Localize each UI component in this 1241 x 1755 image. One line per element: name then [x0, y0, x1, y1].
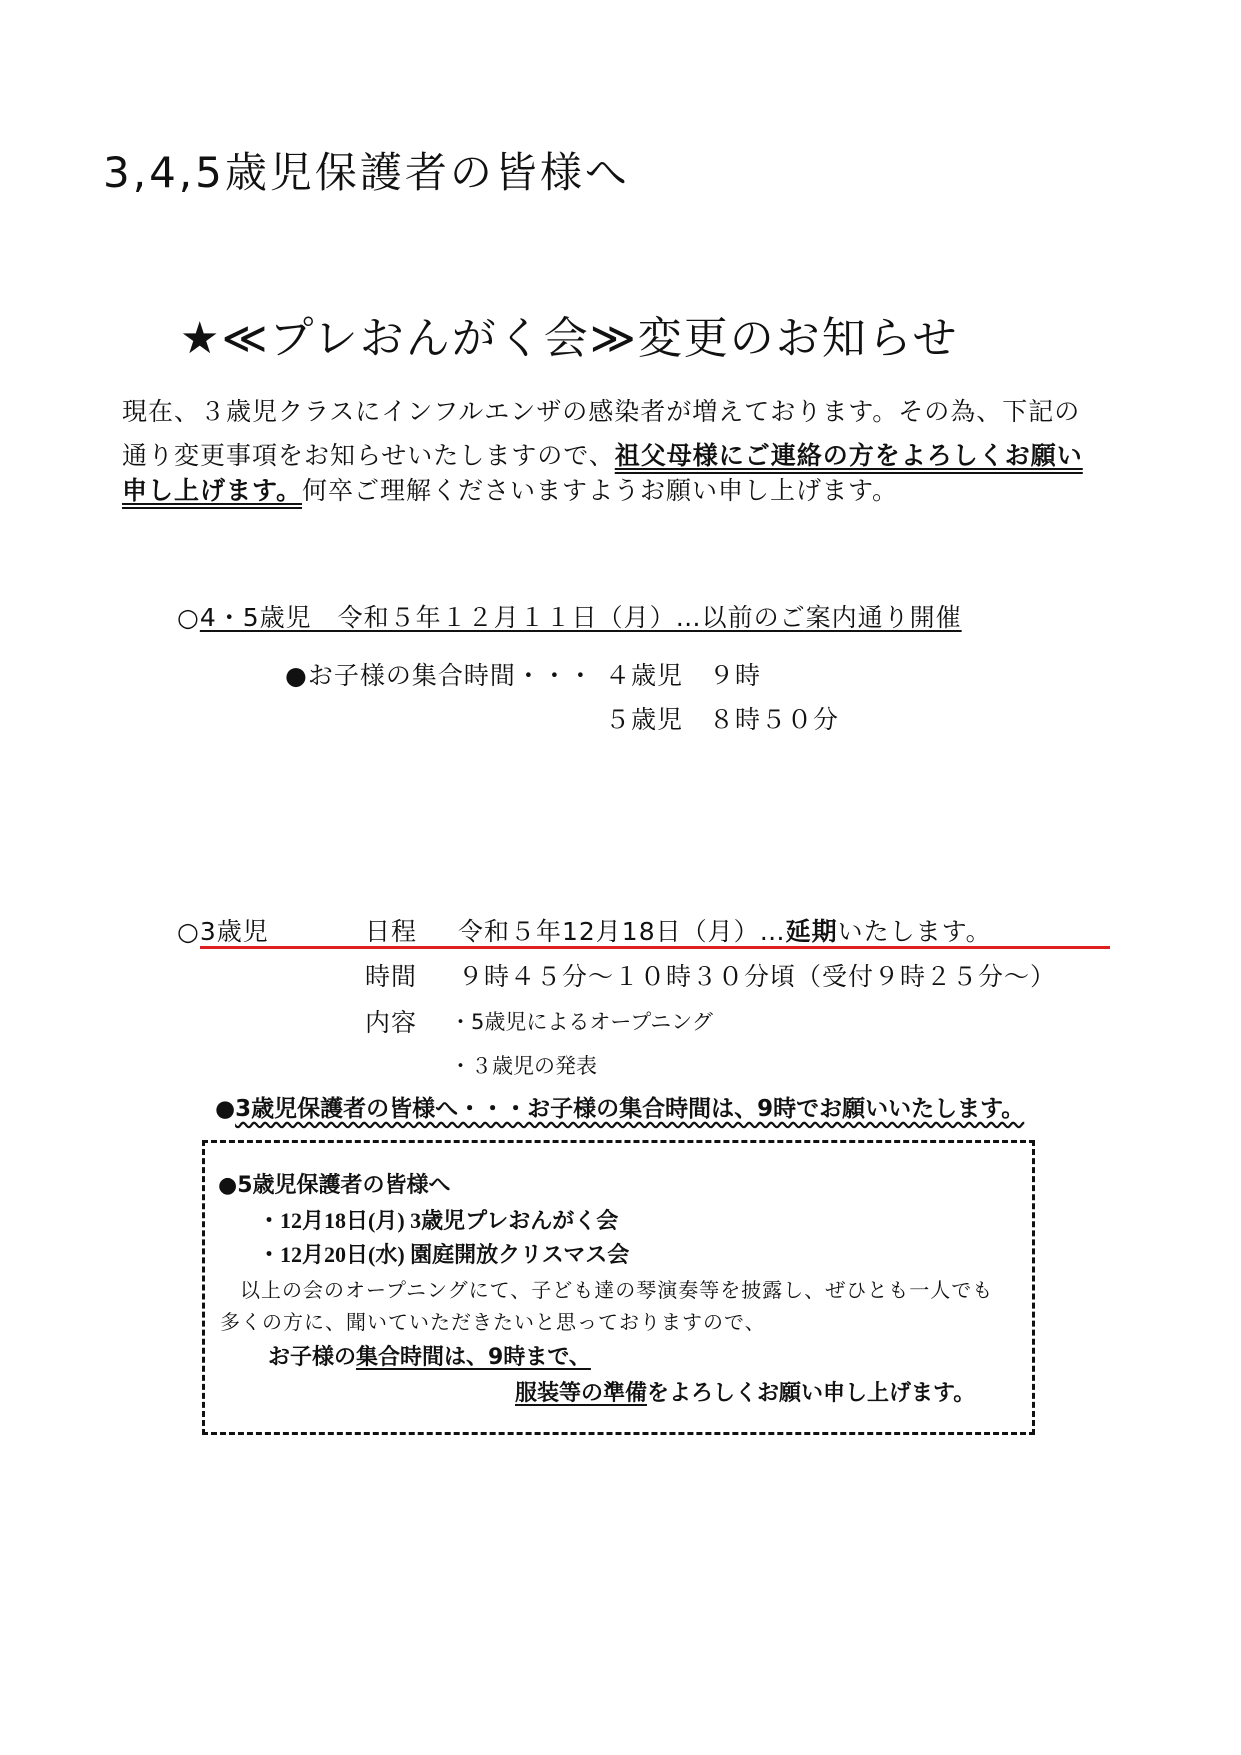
notice-subtitle: ★≪プレおんがく会≫変更のお知らせ	[180, 313, 959, 364]
intro-line-3	[122, 469, 1162, 513]
clothing-emph: 服装等の準備	[515, 1381, 648, 1406]
section-3-heading	[177, 912, 269, 948]
gather-time-emph: 集合時間は、9時まで、	[356, 1345, 591, 1370]
box-body-line-1: 以上の会のオープニングにて、子ども達の琴演奏等を披露し、ぜひとも一人でも	[240, 1280, 994, 1302]
event-item-1: ・12月18日(月) 3歳児プレおんがく会	[258, 1208, 619, 1233]
intro-emphasis: 祖父母様にご連絡の方をよろしくお願い	[614, 441, 1083, 470]
postponed-text: 延期	[785, 917, 838, 946]
date-value	[458, 912, 992, 948]
date-label: 日程	[365, 917, 418, 946]
box-closing-2	[515, 1376, 975, 1407]
event-item-2: ・12月20日(水) 園庭開放クリスマス会	[258, 1242, 630, 1267]
intro-line-2-text: 通り変更事項をお知らせいたしますので、	[122, 441, 615, 470]
section-45-heading-text: 4・5歳児 令和５年１２月１１日（月）…以前のご案内通り開催	[199, 603, 962, 632]
time-label: 時間	[365, 962, 418, 991]
circle-marker: ○	[177, 603, 200, 632]
bullet: ●	[215, 1096, 236, 1122]
gather-time-label: ●お子様の集合時間・・・	[285, 661, 594, 690]
section-45-heading	[177, 598, 962, 634]
box-closing-1a: お子様の	[268, 1345, 357, 1370]
gather-time-5yo: ５歳児 ８時５０分	[605, 705, 840, 734]
box-closing-2b: をよろしくお願い申し上げます。	[647, 1381, 976, 1406]
content-label: 内容	[365, 1008, 418, 1037]
intro-emphasis-cont: 申し上げます。	[122, 476, 303, 505]
date-suffix: いたします。	[837, 917, 992, 946]
circle-marker: ○	[177, 917, 200, 946]
red-underline	[200, 946, 1110, 949]
section-3-label: 3歳児	[199, 917, 269, 946]
notice-3yo-parents	[215, 1090, 1024, 1123]
content-item-opening: ・5歳児によるオープニング	[450, 1010, 713, 1034]
notice-3yo-text: 3歳児保護者の皆様へ・・・お子様の集合時間は、9時でお願いいたします。	[235, 1096, 1025, 1122]
intro-line-3-text: 何卒ご理解くださいますようお願い申し上げます。	[302, 476, 899, 505]
page-title: 3,4,5歳児保護者の皆様へ	[103, 148, 630, 197]
intro-line-1: 現在、３歳児クラスにインフルエンザの感染者が増えております。その為、下記の	[122, 397, 1081, 426]
content-item-presentation: ・３歳児の発表	[450, 1054, 597, 1078]
box-heading: ●5歳児保護者の皆様へ	[218, 1173, 451, 1198]
date-value-text: 令和５年12月18日（月）…	[458, 917, 786, 946]
time-value: ９時４５分～１０時３０分頃（受付９時２５分～）	[458, 962, 1057, 991]
gather-time-4yo: ４歳児 ９時	[605, 661, 762, 690]
box-body-line-2: 多くの方に、聞いていただきたいと思っておりますので、	[220, 1312, 766, 1334]
box-closing-1	[268, 1340, 591, 1371]
